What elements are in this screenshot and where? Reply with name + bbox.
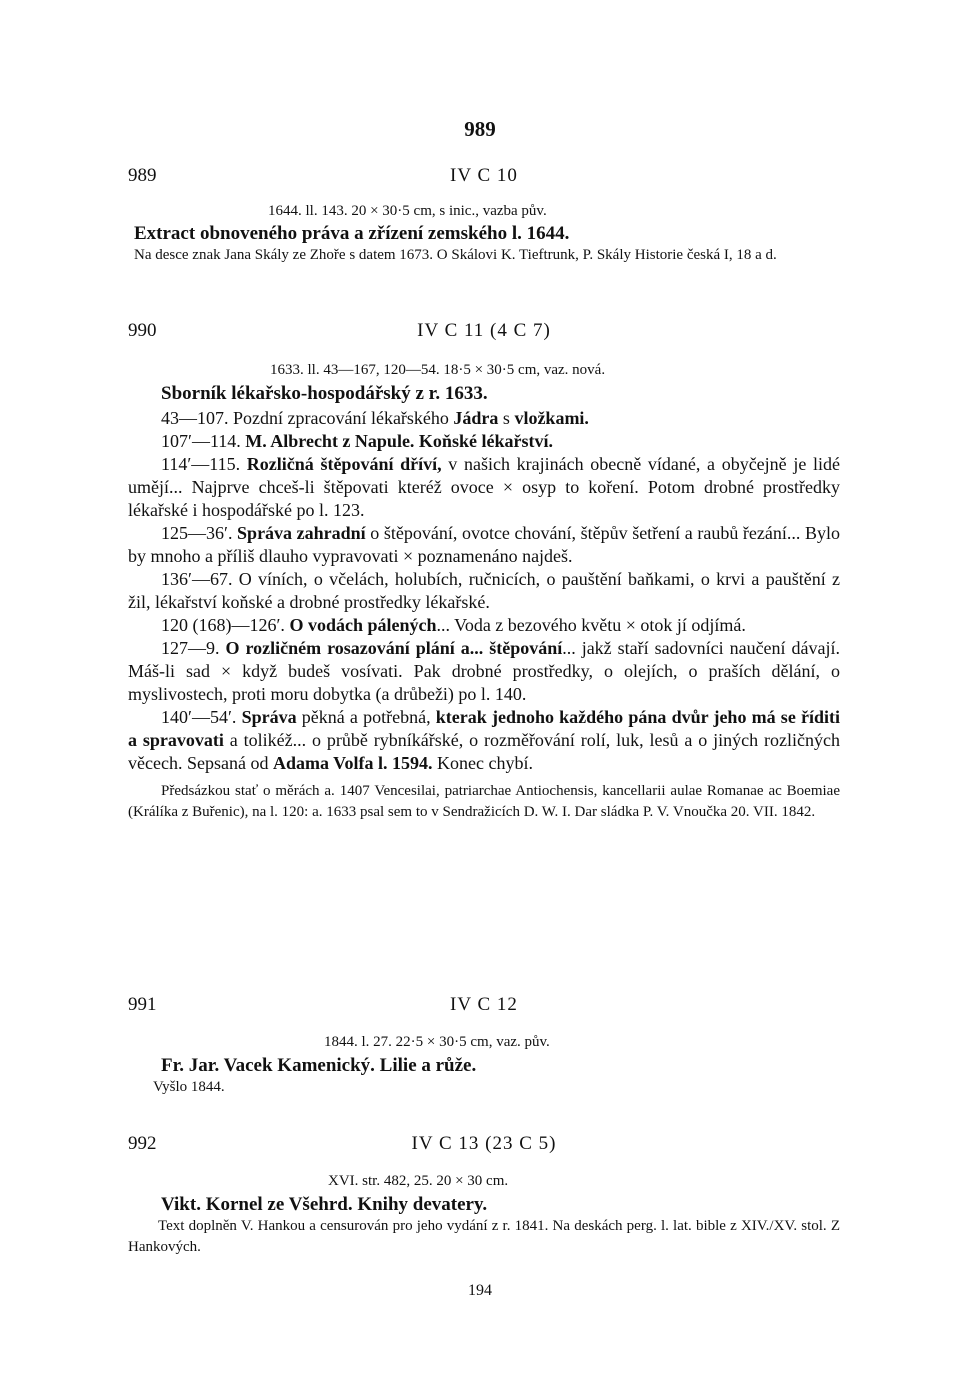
shelf-signature: IV C 12 [450,994,518,1015]
catalog-entry-992 [128,1133,840,1258]
entry-meta: 1633. ll. 43—167, 120—54. 18·5 × 30·5 cm, vaz. nová. [270,362,606,378]
entry-number: 992 [128,1133,157,1154]
content-paragraph: 114′—115. Rozličná štěpování dříví, v našich krajinách obecně vídané, a obyčejně je lidé umějí... Najprve chceš-li štěpovati kteréž ovoce × osyp to koření. Potom drobné prostředky lékařské i hospodářské po l. 123. [128,454,840,520]
content-paragraph: 140′—54′. Správa pěkná a potřebná, kterak jednoho každého pána dvůr jeho má se říditi a spravovati a tolikéž... o průbě rybníkářské, o rozměřování rolí, luk, lesů a o jiných rozličných věcech. Sepsaná od Adama Volfa l. 1594. Konec chybí. [128,707,841,773]
entry-number: 991 [128,994,157,1015]
entry-title: Sborník lékařsko-hospodářský z r. 1633. [161,383,488,404]
page-number: 194 [468,1282,492,1299]
shelf-signature: IV C 10 [450,165,518,186]
entry-note: Předsázkou stať o měrách a. 1407 Vencesilai, patriarchae Antiochensis, kancellarii aulae Romanae ac Boemiae (Králíka z Buřenic), na l. 120: a. 1633 psal sem to v Sendražicích D. W. I. Dar sládka P. V. Vnoučka 20. VII. 1842. [128,783,840,820]
shelf-signature: IV C 13 (23 C 5) [411,1133,557,1154]
entry-meta: XVI. str. 482, 25. 20 × 30 cm. [328,1173,509,1189]
entry-heading [128,1133,840,1163]
catalog-entry-990 [128,320,840,823]
content-paragraph: 107′—114. M. Albrecht z Napule. Koňské lékařství. [161,431,553,451]
content-paragraph: 43—107. Pozdní zpracování lékařského Jádra s vložkami. [161,408,589,428]
content-paragraph: 127—9. O rozličném rosazování plání a... štěpování... jakž staří sadovníci naučení dávají. Máš-li sad × když budeš vosívati. Pak drobné prostředky, o olejích, o praších dělání, o myslivostech, proti moru dobytka (a drůbeži) po l. 140. [128,638,841,704]
content-paragraph: 136′—67. O víních, o včelách, holubích, ručnicích, o pauštění baňkami, o krvi a pauštění z žil, lékařství koňské a drobné prostředky lékařské. [128,569,840,612]
entry-note: Text doplněn V. Hankou a censurován pro jeho vydání z r. 1841. Na deskách perg. l. lat. bible z XIV./XV. stol. Z Hankových. [128,1218,840,1255]
entry-meta: 1644. ll. 143. 20 × 30·5 cm, s inic., vazba pův. [268,203,547,219]
entry-note: Vyšlo 1844. [153,1079,225,1095]
entry-heading [128,165,840,195]
catalog-entry-989 [128,165,840,266]
shelf-signature: IV C 11 (4 C 7) [417,320,551,341]
catalog-entry-991 [128,994,840,1098]
entry-title: Fr. Jar. Vacek Kamenický. Lilie a růže. [161,1055,477,1076]
entry-meta: 1844. l. 27. 22·5 × 30·5 cm, vaz. pův. [324,1034,550,1050]
entry-number: 990 [128,320,157,341]
entry-number: 989 [128,165,157,186]
content-paragraph: 125—36′. Správa zahradní o štěpování, ovotce chování, štěpův šetření a raubů řezání... Bylo by mnoho a příliš dlauho vypravovati × poznamenáno najdeš. [128,523,840,566]
entry-heading [128,994,840,1024]
entry-heading [128,320,840,350]
running-head-number: 989 [464,117,496,141]
entry-note: Na desce znak Jana Skály ze Zhoře s datem 1673. O Skálovi K. Tieftrunk, P. Skály Historie česká I, 18 a d. [134,247,777,263]
entry-title: Vikt. Kornel ze Všehrd. Knihy devatery. [161,1194,488,1215]
content-paragraph: 120 (168)—126′. O vodách pálených... Voda z bezového květu × otok jí odjímá. [161,615,746,635]
entry-title: Extract obnoveného práva a zřízení zemského l. 1644. [134,223,570,244]
